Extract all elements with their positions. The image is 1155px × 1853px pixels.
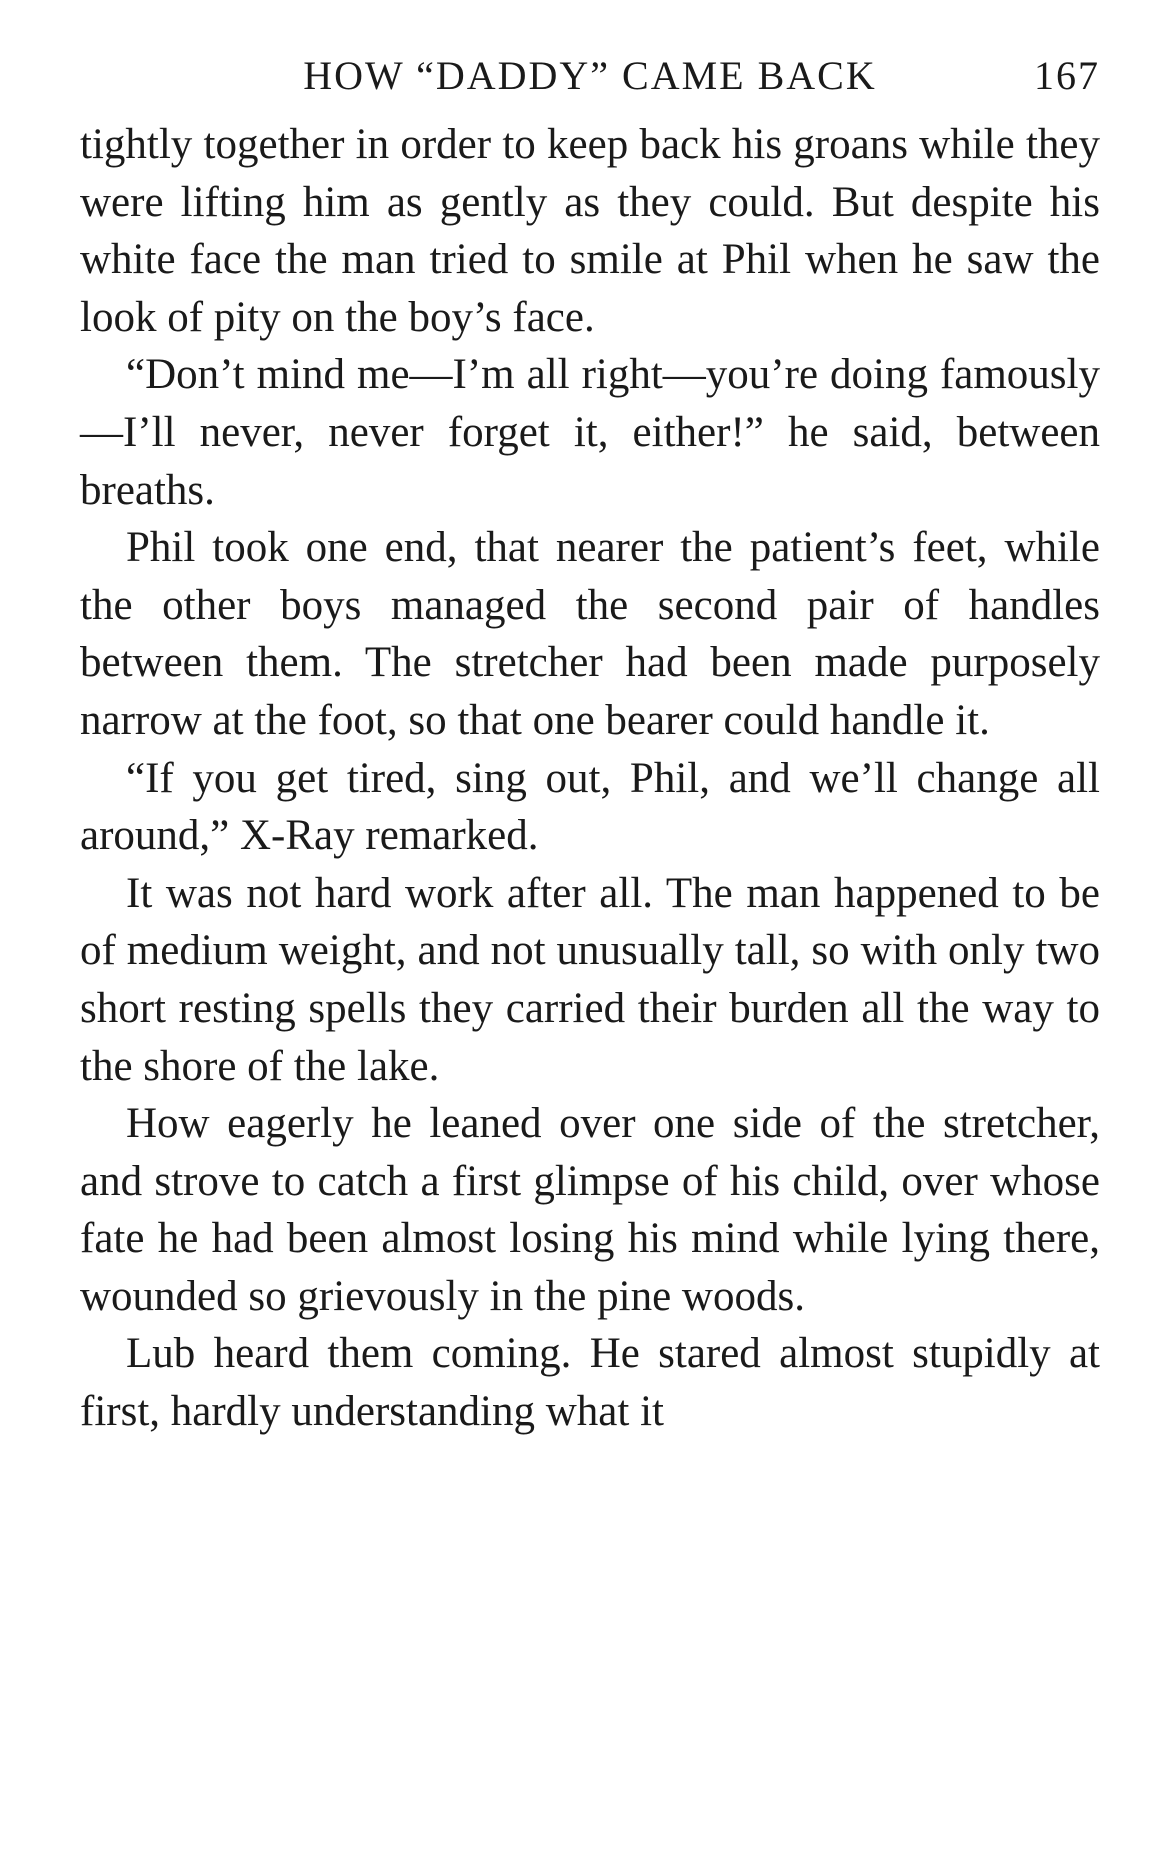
paragraph: It was not hard work after all. The man happened to be of medium weight, and not unusually tall, so with only two short resting spells they carried their burden all the way to the shore of the lake. <box>80 869 1100 1090</box>
running-head <box>80 40 1100 110</box>
book-page <box>80 40 1100 1820</box>
body-text <box>80 116 1100 1441</box>
page-number: 167 <box>1034 53 1100 98</box>
paragraph: “If you get tired, sing out, Phil, and we’ll change all around,” X-Ray remarked. <box>80 754 1100 860</box>
paragraph: Lub heard them coming. He stared almost stupidly at first, hardly understanding what it <box>80 1330 1100 1436</box>
paragraph: Phil took one end, that nearer the patient’s feet, while the other boys managed the second pair of handles between them. The stretcher had been made purposely narrow at the foot, so that one bearer could handle it. <box>80 524 1100 744</box>
running-title: HOW “DADDY” CAME BACK <box>303 53 877 98</box>
paragraph: How eagerly he leaned over one side of the stretcher, and strove to catch a first glimpse of his child, over whose fate he had been almost losing his mind while lying there, wounded so grievously in the pine woods. <box>80 1100 1100 1320</box>
paragraph: “Don’t mind me—I’m all right—you’re doing famously—I’ll never, never forget it, either!” he said, between breaths. <box>80 351 1100 514</box>
paragraph-continued: tightly together in order to keep back his groans while they were lifting him as gently as they could. But despite his white face the man tried to smile at Phil when he saw the look of pity on the boy’s face. <box>80 121 1100 341</box>
